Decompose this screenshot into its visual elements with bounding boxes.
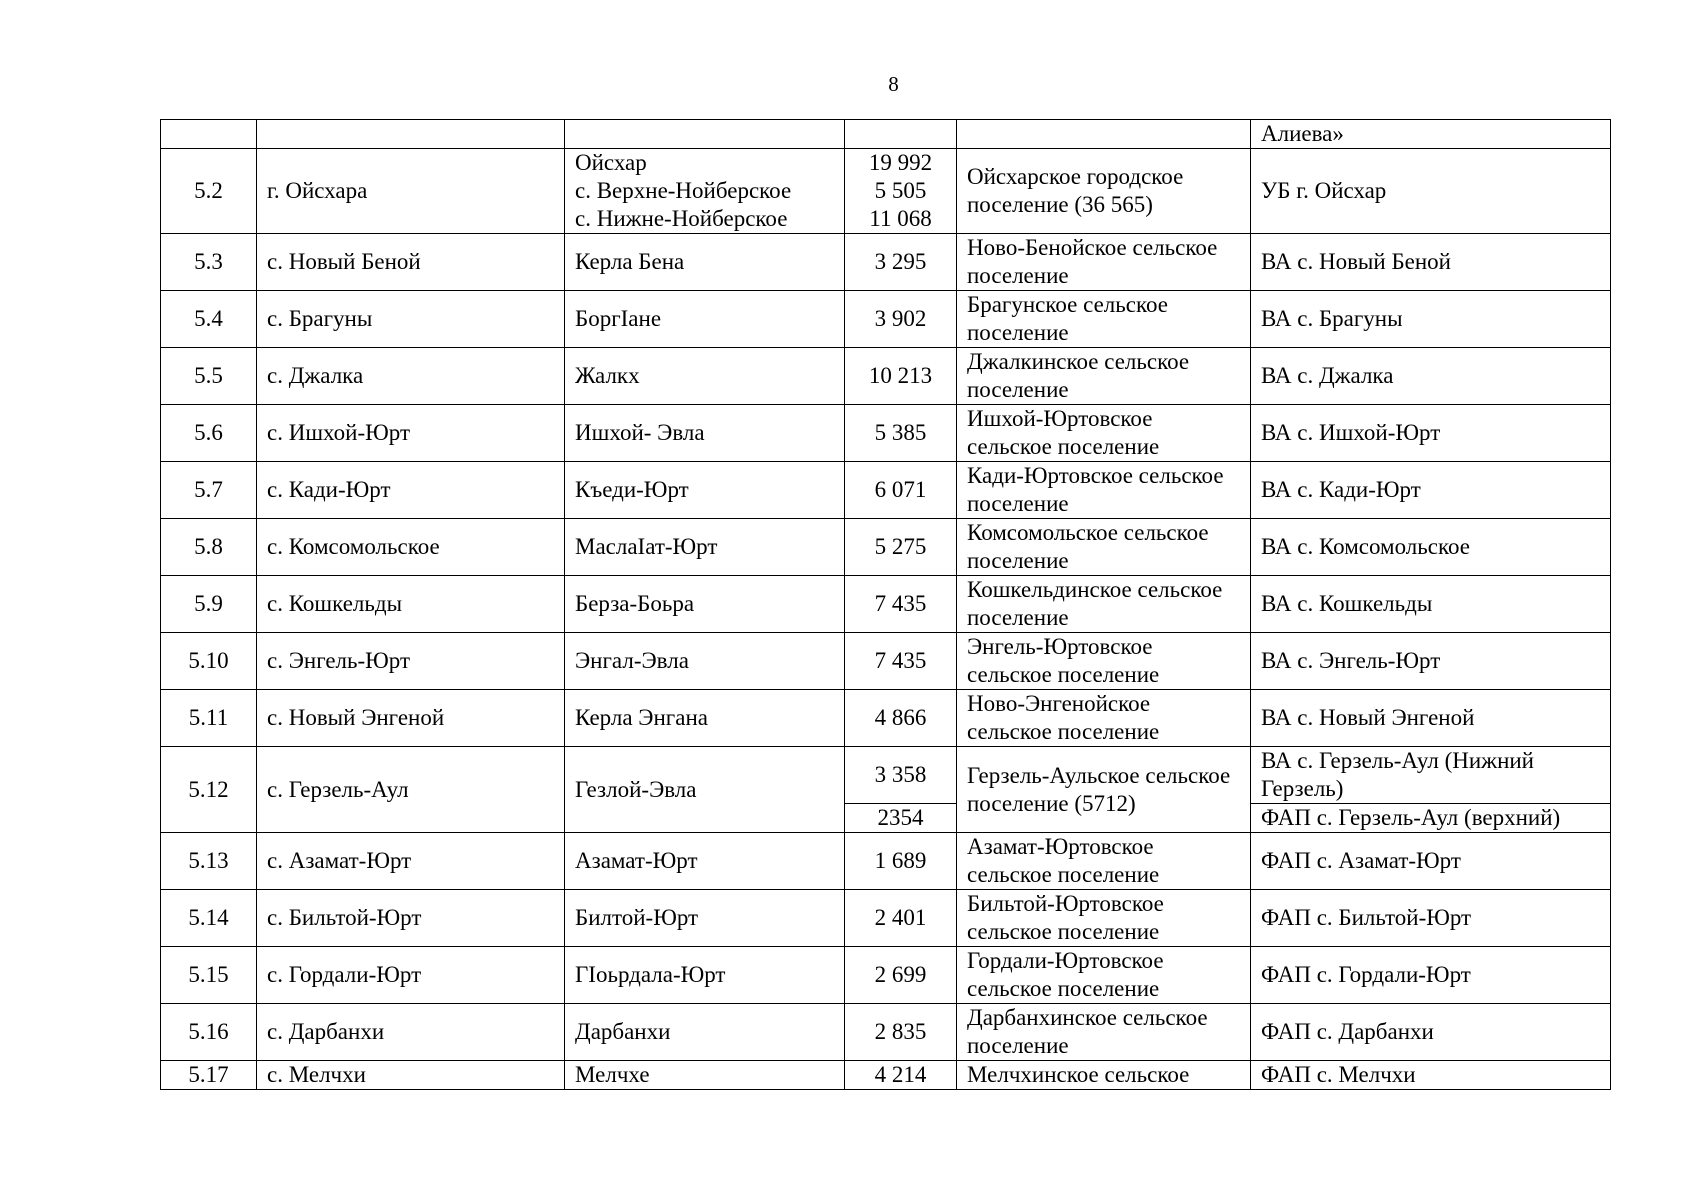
cell-facility: ФАП с. Гордали-Юрт — [1251, 947, 1611, 1004]
cell-chechen: Гезлой-Эвла — [565, 747, 845, 833]
table-row — [161, 405, 1611, 462]
cell-settlement: Мелчхинское сельское — [957, 1061, 1251, 1090]
table-row — [161, 833, 1611, 890]
cell-name: с. Энгель-Юрт — [257, 633, 565, 690]
cell-facility: ВА с. Энгель-Юрт — [1251, 633, 1611, 690]
cell-facility: ФАП с. Азамат-Юрт — [1251, 833, 1611, 890]
cell-no: 5.17 — [161, 1061, 257, 1090]
cell-name: с. Новый Энгеной — [257, 690, 565, 747]
cell-no: 5.7 — [161, 462, 257, 519]
cell-settlement: Гордали-Юртовское сельское поселение — [957, 947, 1251, 1004]
cell-facility: Алиева» — [1251, 120, 1611, 149]
cell-no: 5.3 — [161, 234, 257, 291]
cell-name: г. Ойсхара — [257, 149, 565, 234]
table-row — [161, 633, 1611, 690]
cell-name: с. Кошкельды — [257, 576, 565, 633]
cell-facility: ФАП с. Дарбанхи — [1251, 1004, 1611, 1061]
cell-no: 5.10 — [161, 633, 257, 690]
cell-settlement: Комсомольское сельское поселение — [957, 519, 1251, 576]
table-row — [161, 747, 1611, 804]
cell-chechen: Энгал-Эвла — [565, 633, 845, 690]
cell-settlement: Дарбанхинское сельское поселение — [957, 1004, 1251, 1061]
cell-population: 3 358 — [845, 747, 957, 804]
table-row — [161, 519, 1611, 576]
cell-settlement: Ишхой-Юртовское сельское поселение — [957, 405, 1251, 462]
cell-no: 5.16 — [161, 1004, 257, 1061]
chechen-line: с. Верхне-Нойберское — [575, 178, 792, 203]
cell-population: 7 435 — [845, 576, 957, 633]
cell-name: с. Герзель-Аул — [257, 747, 565, 833]
cell-no: 5.12 — [161, 747, 257, 833]
cell-no: 5.5 — [161, 348, 257, 405]
cell-chechen: Керла Энгана — [565, 690, 845, 747]
cell-name: с. Джалка — [257, 348, 565, 405]
cell-settlement: Кади-Юртовское сельское поселение — [957, 462, 1251, 519]
cell-no: 5.14 — [161, 890, 257, 947]
cell-facility: ВА с. Ишхой-Юрт — [1251, 405, 1611, 462]
cell-population — [845, 120, 957, 149]
cell-chechen — [565, 120, 845, 149]
table-row — [161, 690, 1611, 747]
table-row — [161, 120, 1611, 149]
table-row — [161, 291, 1611, 348]
cell-name: с. Дарбанхи — [257, 1004, 565, 1061]
cell-facility: ВА с. Джалка — [1251, 348, 1611, 405]
cell-settlement: Ново-Энгенойское сельское поселение — [957, 690, 1251, 747]
cell-population: 2 835 — [845, 1004, 957, 1061]
cell-name: с. Кади-Юрт — [257, 462, 565, 519]
cell-population: 1 689 — [845, 833, 957, 890]
cell-settlement: Бильтой-Юртовское сельское поселение — [957, 890, 1251, 947]
population-line: 5 505 — [874, 178, 927, 203]
cell-population: 3 295 — [845, 234, 957, 291]
chechen-line: Ойсхар — [575, 150, 647, 175]
cell-chechen: Азамат-Юрт — [565, 833, 845, 890]
cell-no: 5.8 — [161, 519, 257, 576]
cell-population: 4 214 — [845, 1061, 957, 1090]
table-row — [161, 947, 1611, 1004]
cell-facility: ВА с. Комсомольское — [1251, 519, 1611, 576]
cell-chechen: Керла Бена — [565, 234, 845, 291]
table-row — [161, 149, 1611, 234]
cell-population: 4 866 — [845, 690, 957, 747]
cell-no: 5.4 — [161, 291, 257, 348]
cell-population: 6 071 — [845, 462, 957, 519]
settlements-table — [160, 119, 1611, 1090]
cell-facility: ФАП с. Мелчхи — [1251, 1061, 1611, 1090]
cell-population: 7 435 — [845, 633, 957, 690]
population-line: 11 068 — [869, 206, 932, 231]
cell-population: 3 902 — [845, 291, 957, 348]
table-row — [161, 576, 1611, 633]
cell-chechen: Къеди-Юрт — [565, 462, 845, 519]
cell-settlement: Джалкинское сельское поселение — [957, 348, 1251, 405]
cell-name: с. Мелчхи — [257, 1061, 565, 1090]
cell-facility: ВА с. Новый Энгеной — [1251, 690, 1611, 747]
table-row — [161, 234, 1611, 291]
cell-chechen: Дарбанхи — [565, 1004, 845, 1061]
table-row — [161, 890, 1611, 947]
cell-population: 2354 — [845, 804, 957, 833]
cell-chechen: МаслаIат-Юрт — [565, 519, 845, 576]
cell-name: с. Азамат-Юрт — [257, 833, 565, 890]
cell-name: с. Брагуны — [257, 291, 565, 348]
table-row — [161, 1061, 1611, 1090]
cell-population: 5 385 — [845, 405, 957, 462]
cell-chechen: Жалкх — [565, 348, 845, 405]
cell-name: с. Бильтой-Юрт — [257, 890, 565, 947]
cell-no: 5.9 — [161, 576, 257, 633]
cell-no: 5.15 — [161, 947, 257, 1004]
cell-name: с. Гордали-Юрт — [257, 947, 565, 1004]
cell-name: с. Ишхой-Юрт — [257, 405, 565, 462]
cell-settlement: Кошкельдинское сельское поселение — [957, 576, 1251, 633]
cell-chechen: ГIоьрдала-Юрт — [565, 947, 845, 1004]
cell-settlement: Ойсхарское городское поселение (36 565) — [957, 149, 1251, 234]
cell-settlement: Герзель-Аульское сельское поселение (5712) — [957, 747, 1251, 833]
cell-chechen — [565, 149, 845, 234]
cell-settlement: Энгель-Юртовское сельское поселение — [957, 633, 1251, 690]
cell-settlement: Азамат-Юртовское сельское поселение — [957, 833, 1251, 890]
cell-facility: ВА с. Герзель-Аул (Нижний Герзель) — [1251, 747, 1611, 804]
cell-facility: ВА с. Брагуны — [1251, 291, 1611, 348]
cell-settlement: Брагунское сельское поселение — [957, 291, 1251, 348]
cell-facility: ФАП с. Герзель-Аул (верхний) — [1251, 804, 1611, 833]
cell-facility: ФАП с. Бильтой-Юрт — [1251, 890, 1611, 947]
cell-population: 5 275 — [845, 519, 957, 576]
cell-name: с. Комсомольское — [257, 519, 565, 576]
cell-settlement — [957, 120, 1251, 149]
cell-name: с. Новый Беной — [257, 234, 565, 291]
table-row — [161, 462, 1611, 519]
cell-no — [161, 120, 257, 149]
cell-chechen: Билтой-Юрт — [565, 890, 845, 947]
cell-chechen: Берза-Боьра — [565, 576, 845, 633]
cell-population — [845, 149, 957, 234]
cell-no: 5.2 — [161, 149, 257, 234]
cell-facility: ВА с. Кади-Юрт — [1251, 462, 1611, 519]
cell-population: 2 699 — [845, 947, 957, 1004]
cell-no: 5.11 — [161, 690, 257, 747]
cell-facility: УБ г. Ойсхар — [1251, 149, 1611, 234]
cell-no: 5.6 — [161, 405, 257, 462]
cell-chechen: Ишхой- Эвла — [565, 405, 845, 462]
table-row — [161, 348, 1611, 405]
cell-no: 5.13 — [161, 833, 257, 890]
cell-facility: ВА с. Новый Беной — [1251, 234, 1611, 291]
population-line: 19 992 — [868, 150, 933, 175]
chechen-line: с. Нижне-Нойберское — [575, 206, 788, 231]
table-row — [161, 1004, 1611, 1061]
cell-population: 10 213 — [845, 348, 957, 405]
cell-facility: ВА с. Кошкельды — [1251, 576, 1611, 633]
cell-chechen: БоргIане — [565, 291, 845, 348]
cell-settlement: Ново-Бенойское сельское поселение — [957, 234, 1251, 291]
cell-population: 2 401 — [845, 890, 957, 947]
page-number: 8 — [888, 72, 899, 96]
cell-name — [257, 120, 565, 149]
cell-chechen: Мелчхе — [565, 1061, 845, 1090]
